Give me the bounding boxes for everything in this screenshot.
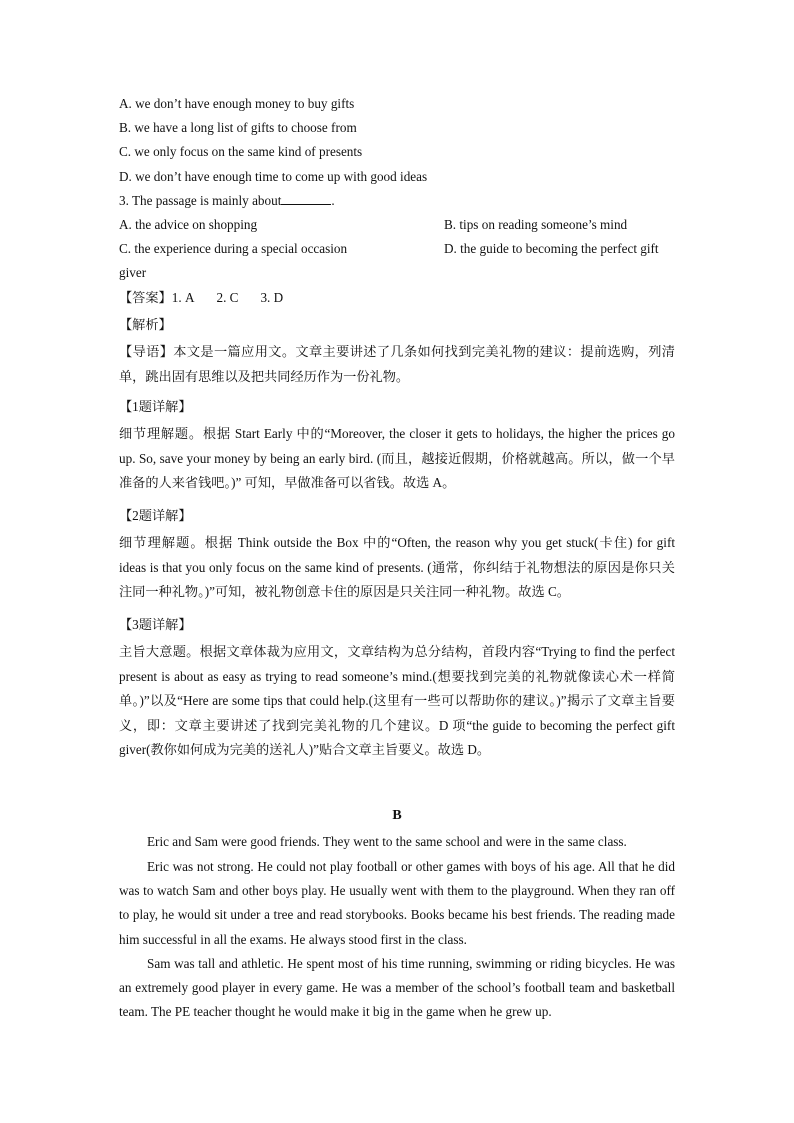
answer-item: 3. D xyxy=(260,290,284,305)
analysis-label: 【解析】 xyxy=(119,317,172,332)
section-b-title: B xyxy=(392,808,402,823)
detail-1-text: 细节理解题。根据 Start Early 中的“Moreover, the closer it gets to holidays, the higher the prices go up. So, save your money by being an early bird. (而且，越接近假期，价格就越高。所以，做一个早准备的人来省钱吧。)” 可知，早做准备可以省钱。故选 A。 xyxy=(119,426,675,490)
q3-stem xyxy=(119,191,679,211)
q3-option-a: A. the advice on shopping xyxy=(119,217,258,232)
detail-3-text: 主旨大意题。根据文章体裁为应用文，文章结构为总分结构，首段内容“Trying to find the perfect present is about as easy as trying to read someone’s mind.(想要找到完美的礼物就像读心术一样简单。)”以及“Here are some tips that could help.(这里有一些可以帮助你的建议。)”揭示了文章主旨要义，即：文章主要讲述了找到完美礼物的几个建议。D 项“the guide to becoming the perfect gift giver(教你如何成为完美的送礼人)”贴合文章主旨要义。故选 D。 xyxy=(119,644,675,757)
q2-option-c: C. we only focus on the same kind of presents xyxy=(119,144,363,159)
guide-text: 本文是一篇应用文。文章主要讲述了几条如何找到完美礼物的建议：提前选购，列清单，跳出固有思维以及把共同经历作为一份礼物。 xyxy=(119,344,675,384)
answer-item: 1. A xyxy=(171,290,195,305)
q3-stem-end: . xyxy=(331,193,335,208)
detail-3-label: 【3题详解】 xyxy=(119,617,192,632)
q3-option-d: D. the guide to becoming the perfect gift xyxy=(444,241,659,256)
guide-label: 【导语】 xyxy=(119,344,174,359)
q3-option-d-cont: giver xyxy=(119,265,147,280)
q3-option-b: B. tips on reading someone’s mind xyxy=(444,217,628,232)
answer-label: 【答案】 xyxy=(119,290,172,305)
detail-2-text: 细节理解题。根据 Think outside the Box 中的“Often, the reason why you get stuck(卡住) for gift ideas is that you only focus on the same kind of presents. (通常，你纠结于礼物想法的原因是你只关注同一种礼物。)”可知，被礼物创意卡住的原因是只关注同一种礼物。故选 C。 xyxy=(119,535,675,599)
answer-item: 2. C xyxy=(216,290,239,305)
answer-line xyxy=(119,288,679,308)
q2-option-a: A. we don’t have enough money to buy gifts xyxy=(119,96,355,111)
q3-option-c: C. the experience during a special occasion xyxy=(119,241,348,256)
passage-paragraph: Eric and Sam were good friends. They went to the same school and were in the same class. xyxy=(147,834,627,849)
q3-stem-text: 3. The passage is mainly about xyxy=(119,193,282,208)
answer-blank xyxy=(281,192,331,205)
guide-paragraph xyxy=(119,340,675,389)
detail-2-label: 【2题详解】 xyxy=(119,508,192,523)
passage-paragraph: Sam was tall and athletic. He spent most of his time running, swimming or riding bicycles. He was an extremely good player in every game. He was a member of the school’s football team and basketball team. The PE teacher thought he would make it big in the game when he grew up. xyxy=(119,956,675,1020)
detail-1-label: 【1题详解】 xyxy=(119,399,192,414)
q2-option-d: D. we don’t have enough time to come up with good ideas xyxy=(119,169,428,184)
q2-option-b: B. we have a long list of gifts to choose from xyxy=(119,120,357,135)
passage-paragraph: Eric was not strong. He could not play football or other games with boys of his age. All that he did was to watch Sam and other boys play. He usually went with them to the playground. When they ran off to play, he would sit under a tree and read storybooks. Books became his best friends. The reading made him successful in all the exams. He always stood first in the class. xyxy=(119,859,675,947)
